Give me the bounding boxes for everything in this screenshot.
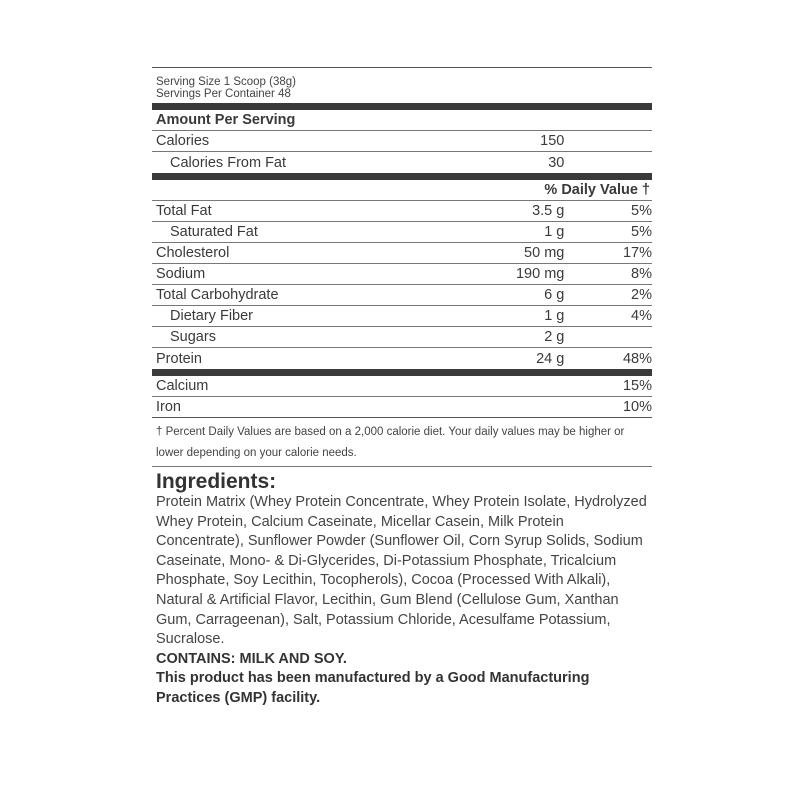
- thick-divider: [152, 103, 652, 110]
- nutrient-name: Total Carbohydrate: [156, 287, 279, 303]
- nutrient-list: [152, 201, 652, 369]
- serving-info: [152, 68, 652, 100]
- nutrient-dv: 48%: [622, 350, 652, 367]
- nutrient-name: Saturated Fat: [170, 224, 258, 240]
- mineral-row-iron: [152, 397, 652, 418]
- nutrient-row-dietary-fiber: [152, 306, 652, 327]
- nutrient-amount: 1 g: [544, 224, 565, 240]
- daily-value-footnote: † Percent Daily Values are based on a 2,000 calorie diet. Your daily values may be higher or lower depending on your calorie needs.: [156, 426, 625, 459]
- mineral-dv: 10%: [622, 399, 652, 415]
- calories-fat-row: [152, 152, 652, 173]
- thick-divider: [152, 369, 652, 376]
- mineral-row-calcium: [152, 376, 652, 397]
- nutrient-dv: 8%: [631, 266, 652, 282]
- nutrient-name: Sugars: [170, 329, 216, 345]
- mineral-name: Calcium: [156, 378, 209, 394]
- nutrient-row-cholesterol: [152, 243, 652, 264]
- gmp-statement: This product has been manufactured by a Good Manufacturing Practices (GMP) facility.: [156, 670, 590, 706]
- nutrient-name: Protein: [156, 350, 202, 367]
- nutrient-name: Cholesterol: [156, 245, 230, 261]
- calories-row: [152, 131, 652, 152]
- nutrient-dv: 4%: [631, 308, 653, 324]
- daily-value-header-row: [152, 180, 652, 201]
- nutrient-amount: 24 g: [536, 350, 565, 367]
- nutrient-name: Total Fat: [156, 203, 212, 219]
- nutrient-row-protein: [152, 348, 652, 369]
- nutrient-name: Dietary Fiber: [170, 308, 253, 324]
- nutrient-amount: 190 mg: [515, 266, 565, 282]
- nutrient-name: Sodium: [156, 266, 206, 282]
- nutrient-row-total-carbohydrate: [152, 285, 652, 306]
- mineral-name: Iron: [156, 399, 181, 415]
- calories-fat-value: 30: [548, 154, 565, 171]
- nutrient-dv: 5%: [631, 224, 653, 240]
- nutrient-dv: 5%: [631, 203, 652, 219]
- ingredients-text: Protein Matrix (Whey Protein Concentrate, Whey Protein Isolate, Hydrolyzed Whey Protein, Calcium Caseinate, Micellar Casein, Milk Protein Concentrate), Sunflower Powder (Sunflower Oil, Corn Syrup Solids, Sodium Caseinate, Mono- & Di-Glycerides, Di-Potassium Phosphate, Tricalcium Phosphate, Soy Lecithin, Tocopherols), Cocoa (Processed With Alkali), Natural & Artificial Flavor, Lecithin, Gum Blend (Cellulose Gum, Xanthan Gum, Carrageenan), Salt, Potassium Chloride, Acesulfame Potassium, Sucralose.: [156, 494, 647, 648]
- nutrient-row-sugars: [152, 327, 652, 348]
- daily-value-header: % Daily Value †: [544, 182, 650, 198]
- amount-per-serving-header: Amount Per Serving: [152, 110, 652, 131]
- calories-value: 150: [540, 133, 565, 149]
- ingredients-title: Ingredients:: [156, 470, 277, 493]
- nutrient-row-total-fat: [152, 201, 652, 222]
- nutrient-amount: 6 g: [544, 287, 565, 303]
- nutrient-row-saturated-fat: [152, 222, 652, 243]
- nutrient-amount: 2 g: [544, 329, 565, 345]
- nutrient-row-sodium: [152, 264, 652, 285]
- allergen-statement: CONTAINS: MILK AND SOY.: [156, 650, 347, 667]
- calories-fat-label: Calories From Fat: [170, 154, 287, 171]
- ingredients-section: [152, 466, 652, 709]
- serving-size: Serving Size 1 Scoop (38g): [156, 76, 296, 88]
- thick-divider: [152, 173, 652, 180]
- nutrition-facts-label: [152, 67, 652, 709]
- servings-per-container: Servings Per Container 48: [156, 88, 291, 100]
- nutrient-dv: 2%: [631, 287, 652, 303]
- nutrient-amount: 50 mg: [524, 245, 565, 261]
- mineral-dv: 15%: [622, 378, 652, 394]
- nutrient-amount: 3.5 g: [532, 203, 565, 219]
- nutrient-amount: 1 g: [544, 308, 565, 324]
- calories-label: Calories: [156, 133, 210, 149]
- nutrient-dv: 17%: [622, 245, 652, 261]
